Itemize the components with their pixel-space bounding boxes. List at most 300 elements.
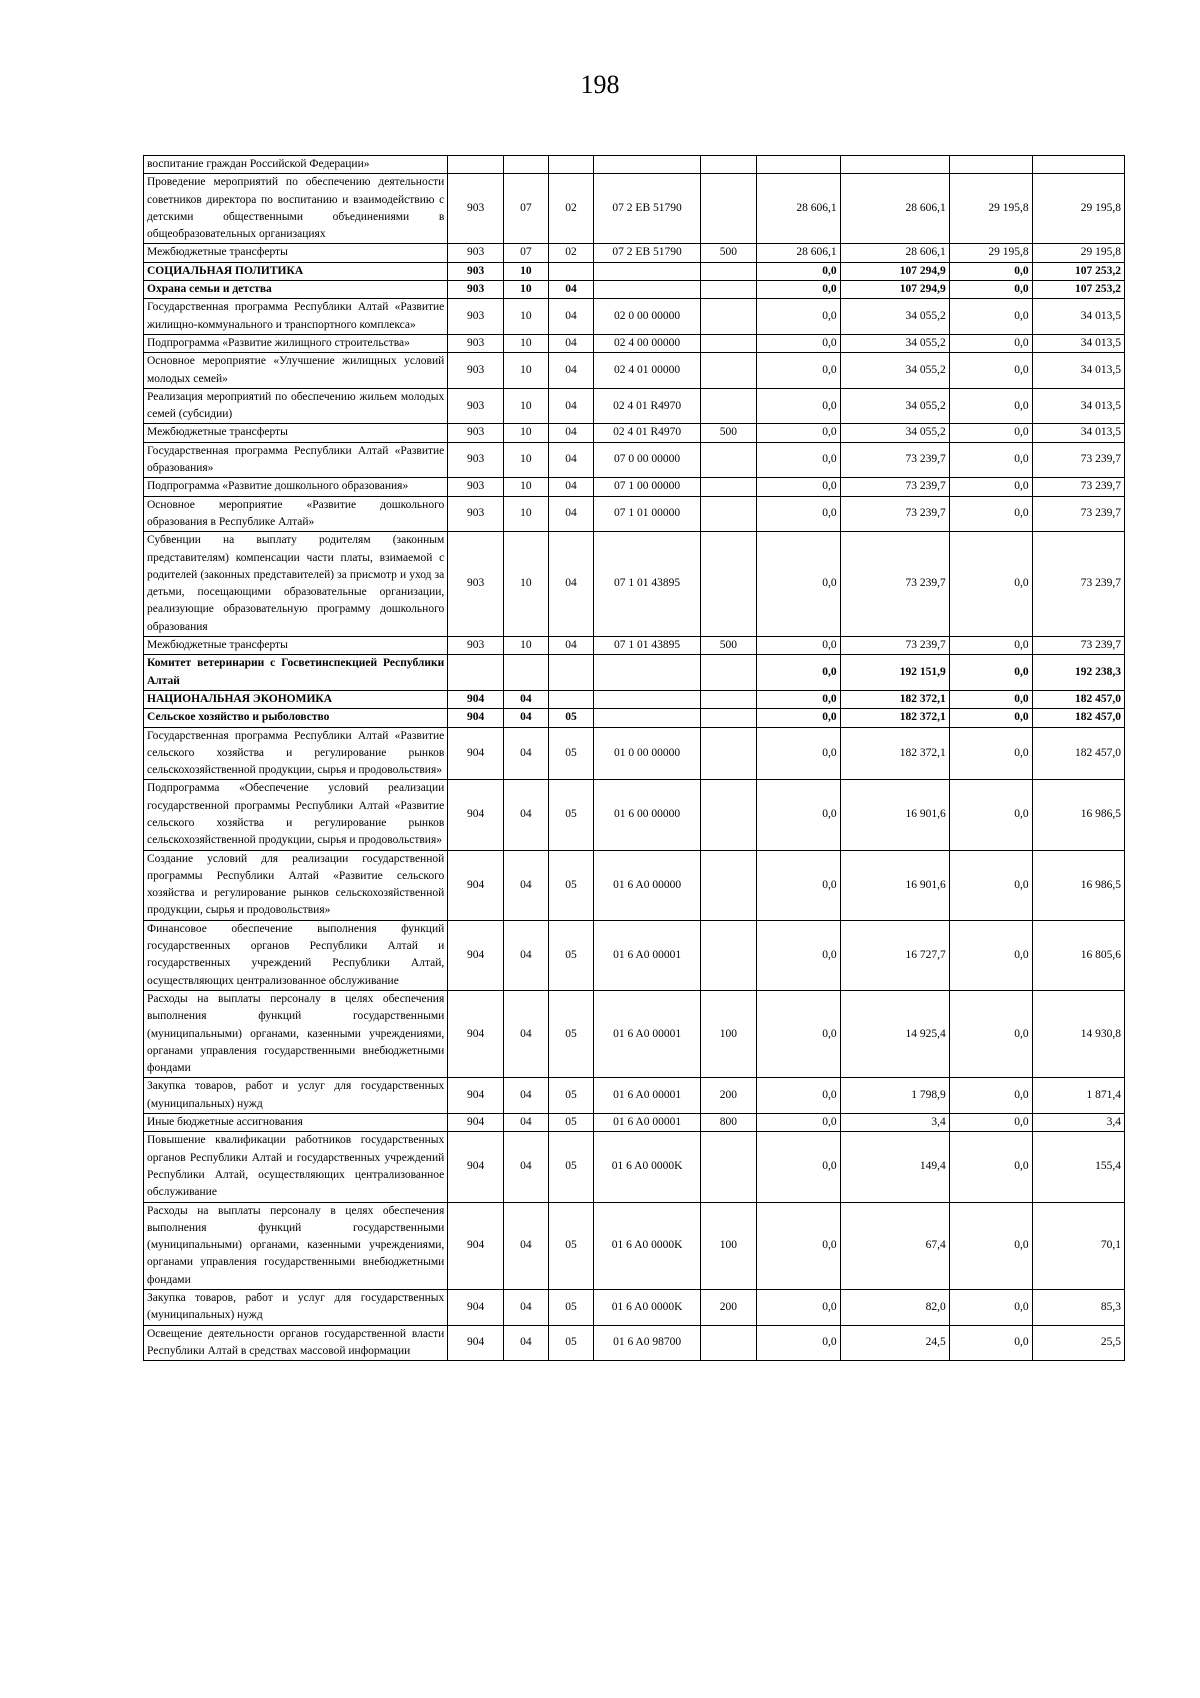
table-row	[144, 532, 1125, 637]
amount-cell-4: 73 239,7	[1032, 532, 1124, 637]
table-row	[144, 156, 1125, 174]
target-article-cell: 02 4 01 00000	[594, 353, 701, 389]
subsection-code-cell: 04	[548, 442, 593, 478]
amount-cell-2: 34 055,2	[840, 424, 949, 442]
amount-cell-2: 16 901,6	[840, 780, 949, 850]
amount-cell-1: 28 606,1	[756, 244, 840, 262]
expense-type-cell	[701, 353, 757, 389]
amount-cell-3: 0,0	[949, 442, 1032, 478]
amount-cell-4: 34 013,5	[1032, 334, 1124, 352]
section-code-cell: 04	[503, 920, 548, 990]
expense-type-cell	[701, 850, 757, 920]
table-row	[144, 727, 1125, 780]
section-code-cell: 10	[503, 496, 548, 532]
target-article-cell: 01 6 A0 00000	[594, 850, 701, 920]
ministry-code-cell: 903	[448, 174, 504, 244]
subsection-code-cell: 05	[548, 1078, 593, 1114]
table-row	[144, 709, 1125, 727]
row-name-cell: Субвенции на выплату родителям (законным представителям) компенсации части платы, взимаемой с родителей (законных представителей) за присмотр и уход за детьми, посещающими образовательные организации, реализующие образовательную программу дошкольного образования	[144, 532, 448, 637]
section-code-cell: 04	[503, 850, 548, 920]
expense-type-cell	[701, 174, 757, 244]
section-code-cell: 10	[503, 334, 548, 352]
ministry-code-cell: 903	[448, 281, 504, 299]
amount-cell-1: 0,0	[756, 424, 840, 442]
subsection-code-cell: 05	[548, 920, 593, 990]
amount-cell-3: 0,0	[949, 1132, 1032, 1202]
row-name-cell: Расходы на выплаты персоналу в целях обеспечения выполнения функций государственными (муниципальными) органами, казенными учреждениями, органами управления государственными внебюджетными фондами	[144, 1202, 448, 1289]
amount-cell-3: 0,0	[949, 299, 1032, 335]
amount-cell-1: 28 606,1	[756, 174, 840, 244]
row-name-cell: Межбюджетные трансферты	[144, 637, 448, 655]
expense-type-cell	[701, 709, 757, 727]
target-article-cell: 01 6 A0 0000K	[594, 1202, 701, 1289]
expense-type-cell	[701, 780, 757, 850]
expense-type-cell	[701, 690, 757, 708]
section-code-cell: 04	[503, 690, 548, 708]
amount-cell-1: 0,0	[756, 690, 840, 708]
subsection-code-cell: 04	[548, 388, 593, 424]
amount-cell-2: 3,4	[840, 1114, 949, 1132]
amount-cell-2: 107 294,9	[840, 281, 949, 299]
subsection-code-cell: 05	[548, 1202, 593, 1289]
row-name-cell: Повышение квалификации работников государственных органов Республики Алтай и государственных учреждений Республики Алтай, осуществляющих централизованное обслуживание	[144, 1132, 448, 1202]
subsection-code-cell: 04	[548, 532, 593, 637]
amount-cell-3: 0,0	[949, 532, 1032, 637]
amount-cell-2	[840, 156, 949, 174]
ministry-code-cell: 904	[448, 1078, 504, 1114]
table-row	[144, 496, 1125, 532]
subsection-code-cell: 04	[548, 299, 593, 335]
section-code-cell: 10	[503, 532, 548, 637]
section-code-cell: 07	[503, 174, 548, 244]
target-article-cell: 07 1 01 43895	[594, 532, 701, 637]
expense-type-cell	[701, 299, 757, 335]
section-code-cell	[503, 156, 548, 174]
expense-type-cell	[701, 334, 757, 352]
amount-cell-2: 73 239,7	[840, 442, 949, 478]
amount-cell-1: 0,0	[756, 496, 840, 532]
amount-cell-2: 34 055,2	[840, 388, 949, 424]
target-article-cell: 07 0 00 00000	[594, 442, 701, 478]
amount-cell-4: 70,1	[1032, 1202, 1124, 1289]
amount-cell-4: 85,3	[1032, 1290, 1124, 1326]
table-row	[144, 174, 1125, 244]
amount-cell-3: 0,0	[949, 780, 1032, 850]
subsection-code-cell: 04	[548, 424, 593, 442]
expense-type-cell	[701, 1132, 757, 1202]
table-row	[144, 690, 1125, 708]
target-article-cell: 01 6 A0 98700	[594, 1325, 701, 1361]
subsection-code-cell: 04	[548, 496, 593, 532]
amount-cell-4: 14 930,8	[1032, 990, 1124, 1077]
amount-cell-3: 0,0	[949, 388, 1032, 424]
amount-cell-4: 107 253,2	[1032, 281, 1124, 299]
target-article-cell	[594, 690, 701, 708]
amount-cell-3: 0,0	[949, 990, 1032, 1077]
amount-cell-3: 0,0	[949, 281, 1032, 299]
amount-cell-3: 29 195,8	[949, 244, 1032, 262]
row-name-cell: Расходы на выплаты персоналу в целях обеспечения выполнения функций государственными (муниципальными) органами, казенными учреждениями, органами управления государственными внебюджетными фондами	[144, 990, 448, 1077]
amount-cell-4: 73 239,7	[1032, 496, 1124, 532]
amount-cell-2: 28 606,1	[840, 244, 949, 262]
table-row	[144, 990, 1125, 1077]
ministry-code-cell: 904	[448, 920, 504, 990]
amount-cell-4: 34 013,5	[1032, 424, 1124, 442]
subsection-code-cell: 05	[548, 1290, 593, 1326]
amount-cell-4: 25,5	[1032, 1325, 1124, 1361]
amount-cell-1: 0,0	[756, 850, 840, 920]
amount-cell-4: 34 013,5	[1032, 388, 1124, 424]
subsection-code-cell: 05	[548, 709, 593, 727]
amount-cell-1: 0,0	[756, 1114, 840, 1132]
amount-cell-1: 0,0	[756, 1202, 840, 1289]
table-row	[144, 299, 1125, 335]
table-row	[144, 1290, 1125, 1326]
ministry-code-cell: 904	[448, 1132, 504, 1202]
ministry-code-cell: 904	[448, 1202, 504, 1289]
row-name-cell: Межбюджетные трансферты	[144, 424, 448, 442]
amount-cell-2: 73 239,7	[840, 496, 949, 532]
expense-type-cell	[701, 156, 757, 174]
amount-cell-2: 192 151,9	[840, 655, 949, 691]
amount-cell-2: 107 294,9	[840, 262, 949, 280]
amount-cell-2: 24,5	[840, 1325, 949, 1361]
table-row	[144, 442, 1125, 478]
row-name-cell: Проведение мероприятий по обеспечению деятельности советников директора по воспитанию и взаимодействию с детскими общественными объединениями в общеобразовательных организациях	[144, 174, 448, 244]
amount-cell-4: 16 986,5	[1032, 850, 1124, 920]
section-code-cell: 10	[503, 388, 548, 424]
amount-cell-2: 73 239,7	[840, 637, 949, 655]
table-row	[144, 1078, 1125, 1114]
target-article-cell: 01 6 A0 0000K	[594, 1290, 701, 1326]
amount-cell-2: 73 239,7	[840, 532, 949, 637]
amount-cell-1: 0,0	[756, 299, 840, 335]
ministry-code-cell: 903	[448, 244, 504, 262]
amount-cell-1: 0,0	[756, 990, 840, 1077]
table-row	[144, 424, 1125, 442]
amount-cell-1: 0,0	[756, 1325, 840, 1361]
amount-cell-2: 28 606,1	[840, 174, 949, 244]
amount-cell-3: 0,0	[949, 1325, 1032, 1361]
section-code-cell: 10	[503, 262, 548, 280]
subsection-code-cell: 05	[548, 727, 593, 780]
amount-cell-3: 0,0	[949, 1290, 1032, 1326]
amount-cell-4: 107 253,2	[1032, 262, 1124, 280]
target-article-cell: 02 0 00 00000	[594, 299, 701, 335]
table-row	[144, 780, 1125, 850]
expense-type-cell	[701, 262, 757, 280]
amount-cell-4: 16 805,6	[1032, 920, 1124, 990]
amount-cell-4: 16 986,5	[1032, 780, 1124, 850]
ministry-code-cell: 904	[448, 850, 504, 920]
table-row	[144, 850, 1125, 920]
table-row	[144, 353, 1125, 389]
ministry-code-cell: 904	[448, 780, 504, 850]
amount-cell-1: 0,0	[756, 532, 840, 637]
subsection-code-cell: 04	[548, 637, 593, 655]
amount-cell-4: 1 871,4	[1032, 1078, 1124, 1114]
page-number: 198	[580, 70, 620, 99]
table-row	[144, 1202, 1125, 1289]
row-name-cell: Закупка товаров, работ и услуг для государственных (муниципальных) нужд	[144, 1290, 448, 1326]
expense-type-cell	[701, 496, 757, 532]
table-row	[144, 1325, 1125, 1361]
row-name-cell: Подпрограмма «Развитие жилищного строительства»	[144, 334, 448, 352]
ministry-code-cell: 904	[448, 1325, 504, 1361]
amount-cell-4: 3,4	[1032, 1114, 1124, 1132]
ministry-code-cell: 903	[448, 334, 504, 352]
amount-cell-4: 182 457,0	[1032, 709, 1124, 727]
row-name-cell: СОЦИАЛЬНАЯ ПОЛИТИКА	[144, 262, 448, 280]
expense-type-cell	[701, 532, 757, 637]
ministry-code-cell: 904	[448, 727, 504, 780]
amount-cell-4: 73 239,7	[1032, 637, 1124, 655]
target-article-cell: 07 1 00 00000	[594, 478, 701, 496]
expense-type-cell: 200	[701, 1078, 757, 1114]
row-name-cell: Основное мероприятие «Развитие дошкольного образования в Республике Алтай»	[144, 496, 448, 532]
amount-cell-3: 29 195,8	[949, 174, 1032, 244]
table-row	[144, 388, 1125, 424]
ministry-code-cell: 903	[448, 262, 504, 280]
amount-cell-1: 0,0	[756, 1078, 840, 1114]
amount-cell-4: 34 013,5	[1032, 299, 1124, 335]
amount-cell-3: 0,0	[949, 496, 1032, 532]
subsection-code-cell: 05	[548, 850, 593, 920]
amount-cell-3: 0,0	[949, 478, 1032, 496]
amount-cell-2: 73 239,7	[840, 478, 949, 496]
amount-cell-3: 0,0	[949, 637, 1032, 655]
expense-type-cell	[701, 655, 757, 691]
ministry-code-cell: 904	[448, 709, 504, 727]
amount-cell-4: 182 457,0	[1032, 690, 1124, 708]
expense-type-cell: 500	[701, 637, 757, 655]
subsection-code-cell	[548, 690, 593, 708]
amount-cell-2: 14 925,4	[840, 990, 949, 1077]
subsection-code-cell	[548, 156, 593, 174]
amount-cell-1: 0,0	[756, 334, 840, 352]
row-name-cell: Государственная программа Республики Алтай «Развитие сельского хозяйства и регулирование рынков сельскохозяйственной продукции, сырья и продовольствия»	[144, 727, 448, 780]
section-code-cell: 04	[503, 1290, 548, 1326]
ministry-code-cell: 904	[448, 1290, 504, 1326]
amount-cell-2: 149,4	[840, 1132, 949, 1202]
row-name-cell: Государственная программа Республики Алтай «Развитие жилищно-коммунального и транспортного комплекса»	[144, 299, 448, 335]
amount-cell-2: 16 727,7	[840, 920, 949, 990]
subsection-code-cell: 05	[548, 780, 593, 850]
amount-cell-2: 67,4	[840, 1202, 949, 1289]
subsection-code-cell: 05	[548, 1325, 593, 1361]
expense-type-cell: 100	[701, 990, 757, 1077]
target-article-cell: 07 1 01 00000	[594, 496, 701, 532]
amount-cell-3: 0,0	[949, 334, 1032, 352]
expense-type-cell	[701, 281, 757, 299]
amount-cell-4: 29 195,8	[1032, 174, 1124, 244]
ministry-code-cell: 903	[448, 478, 504, 496]
ministry-code-cell: 904	[448, 1114, 504, 1132]
ministry-code-cell: 903	[448, 388, 504, 424]
amount-cell-1: 0,0	[756, 388, 840, 424]
expense-type-cell	[701, 442, 757, 478]
table-row	[144, 262, 1125, 280]
target-article-cell: 07 2 EB 51790	[594, 174, 701, 244]
amount-cell-3: 0,0	[949, 920, 1032, 990]
section-code-cell: 10	[503, 637, 548, 655]
amount-cell-3: 0,0	[949, 1114, 1032, 1132]
target-article-cell	[594, 262, 701, 280]
expense-type-cell: 500	[701, 424, 757, 442]
row-name-cell: Освещение деятельности органов государственной власти Республики Алтай в средствах массовой информации	[144, 1325, 448, 1361]
amount-cell-1: 0,0	[756, 709, 840, 727]
amount-cell-2: 34 055,2	[840, 334, 949, 352]
ministry-code-cell: 904	[448, 690, 504, 708]
table-row	[144, 1132, 1125, 1202]
row-name-cell: Охрана семьи и детства	[144, 281, 448, 299]
amount-cell-4: 73 239,7	[1032, 478, 1124, 496]
section-code-cell	[503, 655, 548, 691]
amount-cell-3: 0,0	[949, 1202, 1032, 1289]
table-row	[144, 655, 1125, 691]
section-code-cell: 10	[503, 442, 548, 478]
table-row	[144, 920, 1125, 990]
amount-cell-1: 0,0	[756, 353, 840, 389]
amount-cell-3: 0,0	[949, 727, 1032, 780]
amount-cell-1: 0,0	[756, 262, 840, 280]
amount-cell-2: 182 372,1	[840, 727, 949, 780]
ministry-code-cell: 904	[448, 990, 504, 1077]
expense-type-cell	[701, 920, 757, 990]
amount-cell-1: 0,0	[756, 637, 840, 655]
section-code-cell: 04	[503, 1202, 548, 1289]
row-name-cell: Межбюджетные трансферты	[144, 244, 448, 262]
table-row	[144, 478, 1125, 496]
row-name-cell: воспитание граждан Российской Федерации»	[144, 156, 448, 174]
amount-cell-4: 34 013,5	[1032, 353, 1124, 389]
target-article-cell: 01 0 00 00000	[594, 727, 701, 780]
amount-cell-3: 0,0	[949, 424, 1032, 442]
row-name-cell: Реализация мероприятий по обеспечению жильем молодых семей (субсидии)	[144, 388, 448, 424]
amount-cell-3: 0,0	[949, 655, 1032, 691]
amount-cell-1: 0,0	[756, 655, 840, 691]
amount-cell-1: 0,0	[756, 780, 840, 850]
row-name-cell: Создание условий для реализации государственной программы Республики Алтай «Развитие сельского хозяйства и регулирование рынков сельскохозяйственной продукции, сырья и продовольствия»	[144, 850, 448, 920]
row-name-cell: Сельское хозяйство и рыболовство	[144, 709, 448, 727]
ministry-code-cell: 903	[448, 496, 504, 532]
expense-type-cell: 800	[701, 1114, 757, 1132]
subsection-code-cell: 04	[548, 334, 593, 352]
amount-cell-3: 0,0	[949, 262, 1032, 280]
table-row	[144, 334, 1125, 352]
amount-cell-3: 0,0	[949, 353, 1032, 389]
amount-cell-1: 0,0	[756, 1132, 840, 1202]
ministry-code-cell: 903	[448, 299, 504, 335]
ministry-code-cell	[448, 156, 504, 174]
ministry-code-cell: 903	[448, 532, 504, 637]
amount-cell-4: 182 457,0	[1032, 727, 1124, 780]
section-code-cell: 04	[503, 709, 548, 727]
subsection-code-cell	[548, 262, 593, 280]
target-article-cell: 01 6 A0 00001	[594, 1078, 701, 1114]
subsection-code-cell: 04	[548, 353, 593, 389]
target-article-cell: 01 6 A0 00001	[594, 1114, 701, 1132]
ministry-code-cell: 903	[448, 353, 504, 389]
section-code-cell: 04	[503, 1132, 548, 1202]
row-name-cell: Государственная программа Республики Алтай «Развитие образования»	[144, 442, 448, 478]
target-article-cell: 07 1 01 43895	[594, 637, 701, 655]
section-code-cell: 10	[503, 299, 548, 335]
section-code-cell: 07	[503, 244, 548, 262]
row-name-cell: Подпрограмма «Обеспечение условий реализации государственной программы Республики Алтай «Развитие сельского хозяйства и регулирование рынков сельскохозяйственной продукции, сырья и продовольствия»	[144, 780, 448, 850]
row-name-cell: Закупка товаров, работ и услуг для государственных (муниципальных) нужд	[144, 1078, 448, 1114]
amount-cell-4: 73 239,7	[1032, 442, 1124, 478]
amount-cell-1: 0,0	[756, 478, 840, 496]
expense-type-cell: 100	[701, 1202, 757, 1289]
amount-cell-3	[949, 156, 1032, 174]
subsection-code-cell: 05	[548, 990, 593, 1077]
table-row	[144, 244, 1125, 262]
subsection-code-cell: 05	[548, 1114, 593, 1132]
amount-cell-4: 192 238,3	[1032, 655, 1124, 691]
subsection-code-cell: 04	[548, 281, 593, 299]
amount-cell-2: 82,0	[840, 1290, 949, 1326]
ministry-code-cell: 903	[448, 424, 504, 442]
section-code-cell: 04	[503, 1078, 548, 1114]
ministry-code-cell: 903	[448, 637, 504, 655]
target-article-cell: 01 6 A0 00001	[594, 920, 701, 990]
budget-table	[143, 155, 1125, 1361]
section-code-cell: 04	[503, 1325, 548, 1361]
expense-type-cell	[701, 1325, 757, 1361]
table-body	[144, 156, 1125, 1361]
row-name-cell: Финансовое обеспечение выполнения функций государственных органов Республики Алтай и государственных учреждений Республики Алтай, осуществляющих централизованное обслуживание	[144, 920, 448, 990]
row-name-cell: Основное мероприятие «Улучшение жилищных условий молодых семей»	[144, 353, 448, 389]
amount-cell-1	[756, 156, 840, 174]
amount-cell-2: 182 372,1	[840, 709, 949, 727]
target-article-cell	[594, 709, 701, 727]
target-article-cell: 01 6 00 00000	[594, 780, 701, 850]
amount-cell-1: 0,0	[756, 1290, 840, 1326]
row-name-cell: Иные бюджетные ассигнования	[144, 1114, 448, 1132]
amount-cell-3: 0,0	[949, 1078, 1032, 1114]
target-article-cell	[594, 281, 701, 299]
amount-cell-4	[1032, 156, 1124, 174]
amount-cell-2: 34 055,2	[840, 299, 949, 335]
amount-cell-3: 0,0	[949, 690, 1032, 708]
target-article-cell: 01 6 A0 00001	[594, 990, 701, 1077]
amount-cell-2: 34 055,2	[840, 353, 949, 389]
row-name-cell: Комитет ветеринарии с Госветинспекцией Республики Алтай	[144, 655, 448, 691]
subsection-code-cell: 02	[548, 244, 593, 262]
amount-cell-1: 0,0	[756, 442, 840, 478]
subsection-code-cell: 05	[548, 1132, 593, 1202]
target-article-cell	[594, 655, 701, 691]
row-name-cell: Подпрограмма «Развитие дошкольного образования»	[144, 478, 448, 496]
section-code-cell: 04	[503, 780, 548, 850]
subsection-code-cell: 02	[548, 174, 593, 244]
section-code-cell: 10	[503, 353, 548, 389]
amount-cell-1: 0,0	[756, 727, 840, 780]
table-row	[144, 1114, 1125, 1132]
subsection-code-cell: 04	[548, 478, 593, 496]
amount-cell-2: 16 901,6	[840, 850, 949, 920]
target-article-cell: 01 6 A0 0000K	[594, 1132, 701, 1202]
target-article-cell: 02 4 01 R4970	[594, 388, 701, 424]
table-row	[144, 637, 1125, 655]
target-article-cell: 02 4 00 00000	[594, 334, 701, 352]
amount-cell-3: 0,0	[949, 850, 1032, 920]
amount-cell-1: 0,0	[756, 920, 840, 990]
section-code-cell: 04	[503, 1114, 548, 1132]
amount-cell-4: 155,4	[1032, 1132, 1124, 1202]
section-code-cell: 04	[503, 990, 548, 1077]
